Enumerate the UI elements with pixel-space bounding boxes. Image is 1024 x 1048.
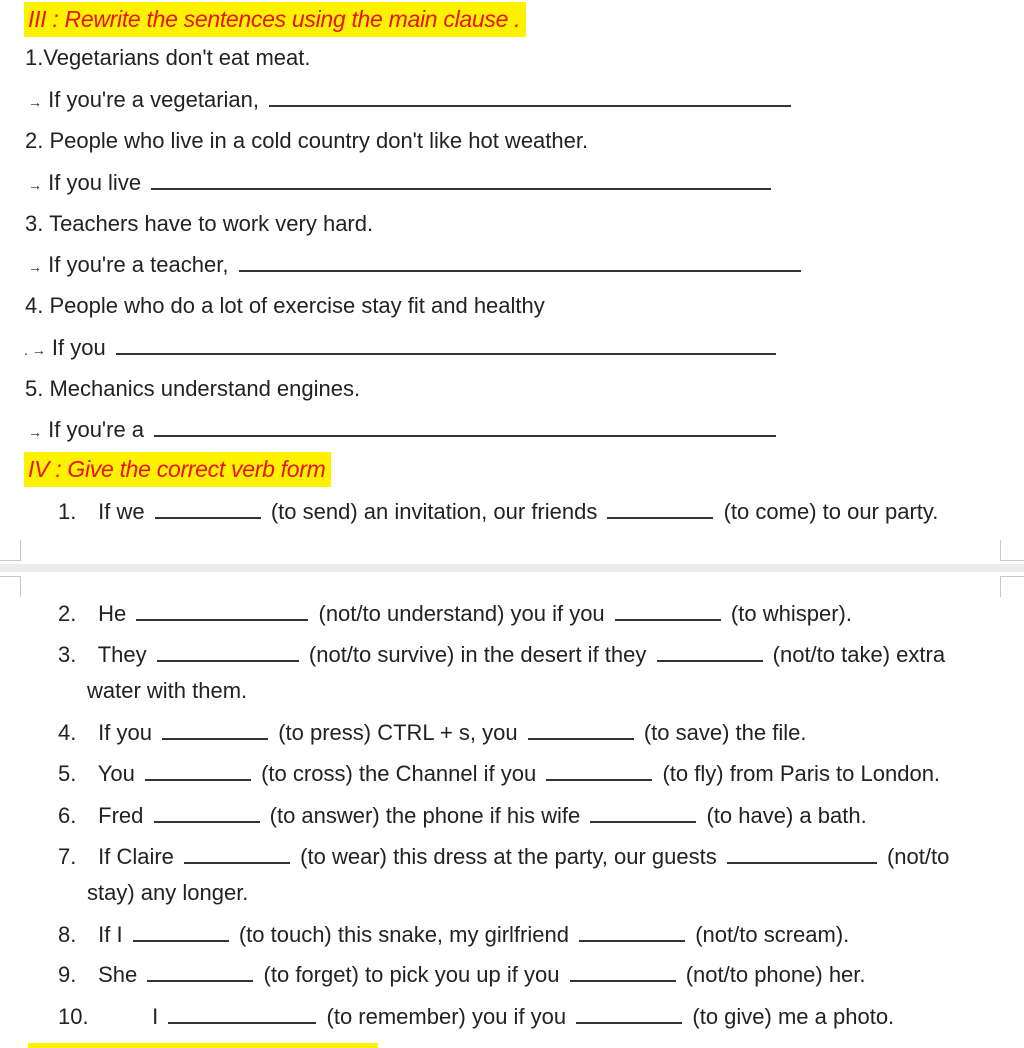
item-text-c: (to give) me a photo. <box>692 1004 895 1029</box>
exercise-3-answer-line-3 <box>28 252 805 278</box>
answer-blank[interactable] <box>116 353 776 355</box>
item-number: 9. <box>58 962 77 987</box>
exercise-3-sentence-5: 5. Mechanics understand engines. <box>25 376 361 401</box>
item-number: 10. <box>58 1004 89 1029</box>
arrow-icon: → <box>28 177 42 193</box>
exercise-4-item-1 <box>58 499 938 525</box>
item-text-a: If we <box>98 499 145 524</box>
exercise-3-answer-line-5 <box>28 417 780 443</box>
exercise-4-item-2 <box>58 601 852 627</box>
item-text-c: (not/to scream). <box>695 922 850 947</box>
item-text-b: (to press) CTRL + s, you <box>278 720 518 745</box>
answer-prompt: If you <box>51 335 106 360</box>
item-text-c: (to come) to our party. <box>723 499 939 524</box>
item-text-b: (to forget) to pick you up if you <box>263 962 560 987</box>
verb-blank[interactable] <box>579 940 685 942</box>
exercise-3-sentence-3: 3. Teachers have to work very hard. <box>25 211 374 236</box>
item-number: 6. <box>58 803 77 828</box>
item-number: 8. <box>58 922 77 947</box>
exercise-3-answer-line-4 <box>24 335 780 361</box>
item-text-a: If you <box>98 720 152 745</box>
item-text-a: Fred <box>98 803 144 828</box>
item-number: 5. <box>58 761 77 786</box>
verb-blank[interactable] <box>168 1022 316 1024</box>
exercise-4-item-5 <box>58 761 940 787</box>
item-text-c: (to whisper). <box>730 601 852 626</box>
verb-blank[interactable] <box>184 862 290 864</box>
page-break <box>0 564 1024 572</box>
answer-blank[interactable] <box>151 188 771 190</box>
item-text-b: (not/to understand) you if you <box>318 601 605 626</box>
item-text-a: You <box>97 761 135 786</box>
item-text-c: (to fly) from Paris to London. <box>662 761 941 786</box>
exercise-3-sentence-1: 1.Vegetarians don't eat meat. <box>25 45 311 70</box>
item-text-c: (to save) the file. <box>643 720 807 745</box>
exercise-4-item-7 <box>58 844 949 870</box>
exercise-3-sentence-4: 4. People who do a lot of exercise stay fit and healthy <box>25 293 545 318</box>
verb-blank[interactable] <box>162 738 268 740</box>
item-text-a: If Claire <box>98 844 174 869</box>
answer-blank[interactable] <box>269 105 791 107</box>
exercise-3-answer-line-2 <box>28 170 775 196</box>
arrow-icon: → <box>28 94 42 110</box>
verb-blank[interactable] <box>615 619 721 621</box>
item-text-c: (to have) a bath. <box>706 803 867 828</box>
verb-blank[interactable] <box>546 779 652 781</box>
item-text-b: (to cross) the Channel if you <box>261 761 537 786</box>
arrow-icon: → <box>28 259 42 275</box>
item-text-c: (not/to <box>886 844 950 869</box>
exercise-4-item-4 <box>58 720 807 746</box>
exercise-3-answer-line-1 <box>28 87 795 113</box>
exercise-4-item-10 <box>58 1004 894 1030</box>
answer-prompt: If you're a <box>48 417 145 442</box>
item-text-b: (to wear) this dress at the party, our guests <box>300 844 717 869</box>
exercise-4-item-6 <box>58 803 867 829</box>
answer-blank[interactable] <box>239 270 801 272</box>
item-text-b: (to remember) you if you <box>326 1004 567 1029</box>
item-number: 1. <box>58 499 77 524</box>
verb-blank[interactable] <box>607 517 713 519</box>
arrow-icon: → <box>28 424 42 440</box>
verb-blank[interactable] <box>528 738 634 740</box>
item-text-a: He <box>98 601 127 626</box>
dot-arrow-icon: . → <box>24 342 46 358</box>
item-number: 3. <box>58 642 77 667</box>
item-number: 2. <box>58 601 77 626</box>
item-text-c: (not/to phone) her. <box>685 962 866 987</box>
verb-blank[interactable] <box>157 660 299 662</box>
item-text-b: (not/to survive) in the desert if they <box>308 642 647 667</box>
answer-blank[interactable] <box>154 435 776 437</box>
verb-blank[interactable] <box>147 980 253 982</box>
verb-blank[interactable] <box>590 821 696 823</box>
page-corner-left-bottom <box>0 576 21 597</box>
exercise-4-item-3 <box>58 642 945 668</box>
item-number: 7. <box>58 844 77 869</box>
section-4-heading: IV : Give the correct verb form <box>24 452 331 487</box>
section-3-heading: III : Rewrite the sentences using the main clause . <box>24 2 526 37</box>
exercise-4-item-3-continuation: water with them. <box>87 678 248 703</box>
verb-blank[interactable] <box>570 980 676 982</box>
answer-prompt: If you're a vegetarian, <box>48 87 260 112</box>
exercise-4-item-7-continuation: stay) any longer. <box>87 880 249 905</box>
verb-blank[interactable] <box>727 862 877 864</box>
item-text-b: (to touch) this snake, my girlfriend <box>238 922 569 947</box>
item-text-b: (to send) an invitation, our friends <box>270 499 598 524</box>
verb-blank[interactable] <box>155 517 261 519</box>
answer-prompt: If you're a teacher, <box>48 252 229 277</box>
item-text-a: If I <box>98 922 123 947</box>
exercise-3-sentence-2: 2. People who live in a cold country don't like hot weather. <box>25 128 589 153</box>
page-corner-right-top <box>1000 540 1024 561</box>
verb-blank[interactable] <box>657 660 763 662</box>
item-number: 4. <box>58 720 77 745</box>
page-corner-right-bottom <box>1000 576 1024 597</box>
verb-blank[interactable] <box>136 619 308 621</box>
verb-blank[interactable] <box>145 779 251 781</box>
item-text-a: I <box>152 1004 159 1029</box>
item-text-a: They <box>97 642 147 667</box>
exercise-4-item-9 <box>58 962 866 988</box>
answer-prompt: If you live <box>48 170 142 195</box>
item-text-c: (not/to take) extra <box>772 642 946 667</box>
verb-blank[interactable] <box>154 821 260 823</box>
item-text-b: (to answer) the phone if his wife <box>269 803 581 828</box>
item-text-a: She <box>98 962 138 987</box>
verb-blank[interactable] <box>576 1022 682 1024</box>
verb-blank[interactable] <box>133 940 229 942</box>
exercise-4-item-8 <box>58 922 849 948</box>
next-section-highlight <box>28 1043 378 1048</box>
page-corner-left-top <box>0 540 21 561</box>
